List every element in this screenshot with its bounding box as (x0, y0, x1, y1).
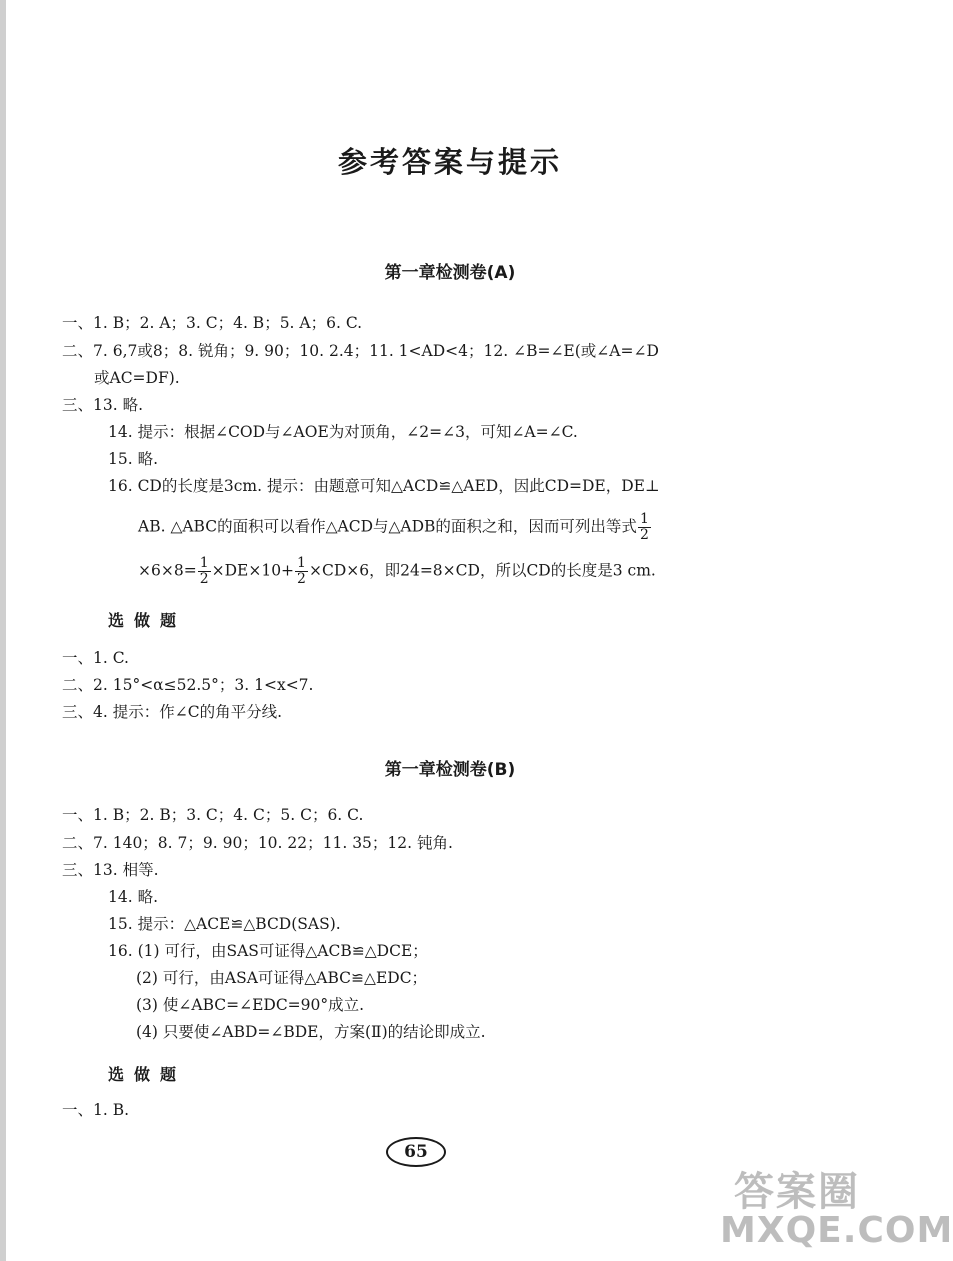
chapter-a-line-6: 15. 略. (108, 450, 159, 468)
watermark-top-text: 答案圈 (734, 1169, 860, 1215)
chapter-b-line-9: (4) 只要使∠ABD=∠BDE，方案(Ⅱ)的结论即成立. (136, 1023, 486, 1041)
chapter-b-line-4: 14. 略. (108, 888, 159, 906)
chapter-a-line-9-part-1: ×6×8= (138, 561, 197, 580)
page-number: 65 (386, 1137, 446, 1167)
chapter-a-line-8-text: AB. △ABC的面积可以看作△ACD与△ADB的面积之和，因而可列出等式 (138, 517, 637, 536)
chapter-a-line-9-part-2: ×DE×10+ (211, 561, 295, 580)
watermark-bottom-text: MXQE.COM (720, 1210, 953, 1251)
chapter-a-line-7: 16. CD的长度是3cm. 提示：由题意可知△ACD≌△AED，因此CD=DE，DE⊥ (108, 477, 660, 495)
chapter-b-optional-line-1: 一、1. B. (62, 1101, 130, 1119)
chapter-a-optional-heading: 选做题 (108, 611, 187, 630)
chapter-a-line-9-part-3: ×CD×6，即24=8×CD，所以CD的长度是3 cm. (308, 561, 656, 580)
chapter-b-line-1: 一、1. B；2. B；3. C；4. C；5. C；6. C. (62, 806, 364, 824)
chapter-a-optional-line-1: 一、1. C. (62, 649, 129, 667)
chapter-a-line-2: 二、7. 6,7或8；8. 锐角；9. 90；10. 2.4；11. 1<AD<4；12. ∠B=∠E(或∠A=∠D (62, 342, 659, 360)
chapter-b-line-8: (3) 使∠ABC=∠EDC=90°成立. (136, 996, 365, 1014)
page-edge-shadow (0, 0, 6, 1261)
chapter-a-optional-line-3: 三、4. 提示：作∠C的角平分线. (62, 703, 282, 721)
chapter-a-heading: 第一章检测卷(A) (384, 263, 516, 283)
chapter-a-line-9 (138, 556, 656, 587)
chapter-a-line-4: 三、13. 略. (62, 396, 144, 414)
chapter-b-line-3: 三、13. 相等. (62, 861, 159, 879)
fraction-half: $\frac{1}{2}$ (297, 555, 306, 587)
chapter-b-line-5: 15. 提示：△ACE≌△BCD(SAS). (108, 915, 341, 933)
chapter-a-optional-line-2: 二、2. 15°<α≤52.5°；3. 1<x<7. (62, 676, 314, 694)
chapter-b-line-2: 二、7. 140；8. 7；9. 90；10. 22；11. 35；12. 钝角. (62, 834, 453, 852)
fraction-half: $\frac{1}{2}$ (199, 555, 209, 587)
chapter-b-line-6: 16. (1) 可行，由SAS可证得△ACB≌△DCE； (108, 942, 428, 960)
chapter-a-line-1: 一、1. B；2. A；3. C；4. B；5. A；6. C. (62, 314, 363, 332)
page-title: 参考答案与提示 (337, 145, 562, 179)
fraction-half: $\frac{1}{2}$ (639, 511, 649, 543)
chapter-a-line-3: 或AC=DF). (94, 369, 180, 387)
watermark-logo (720, 1160, 953, 1256)
chapter-b-line-7: (2) 可行，由ASA可证得△ABC≌△EDC； (136, 969, 428, 987)
chapter-b-heading: 第一章检测卷(B) (384, 760, 516, 780)
chapter-a-line-5: 14. 提示：根据∠COD与∠AOE为对顶角，∠2=∠3，可知∠A=∠C. (108, 423, 578, 441)
chapter-b-optional-heading: 选做题 (108, 1065, 187, 1084)
chapter-a-line-8 (138, 512, 652, 543)
